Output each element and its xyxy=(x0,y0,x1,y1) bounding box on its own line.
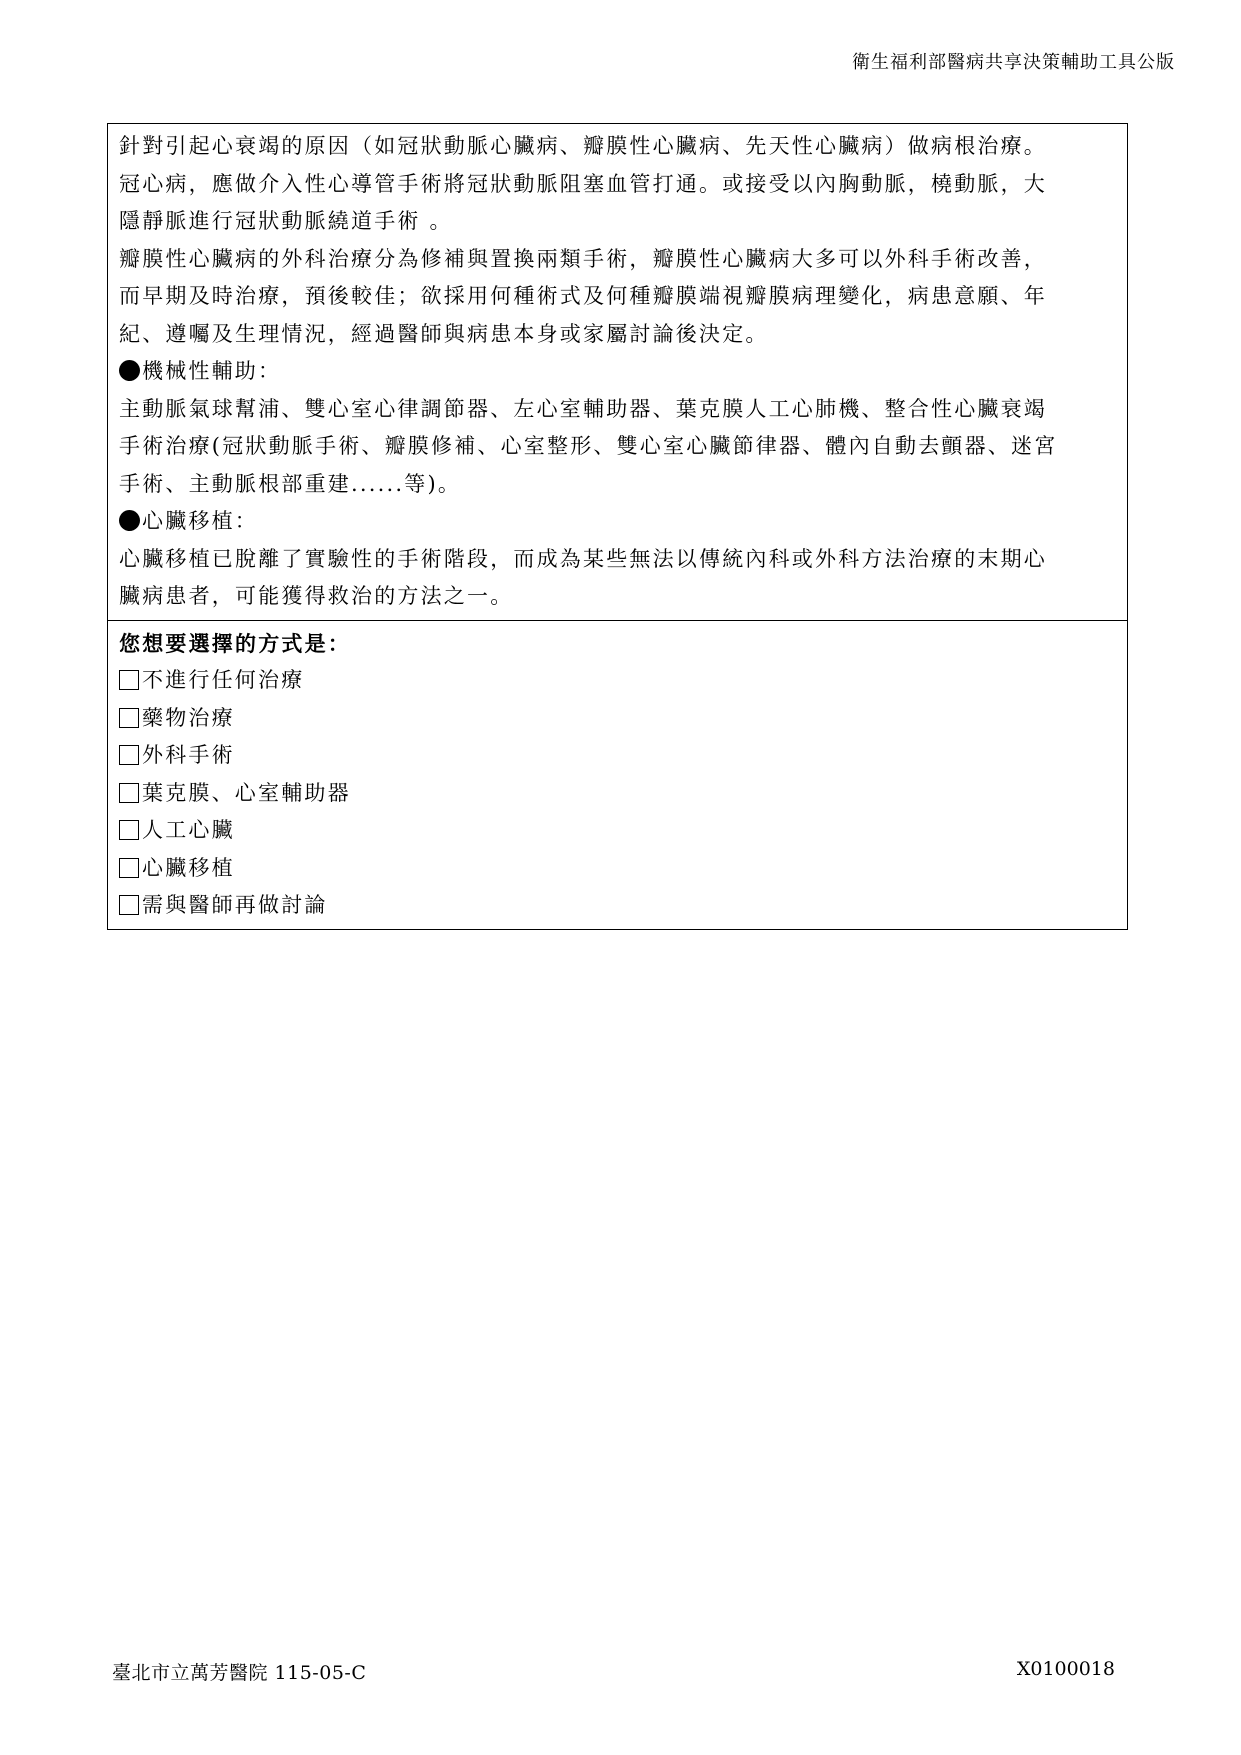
choice-question: 您想要選擇的方式是： xyxy=(119,630,351,656)
description-line: 隱靜脈進行冠狀動脈繞道手術 。 xyxy=(119,209,453,233)
description-line: 而早期及時治療，預後較佳；欲採用何種術式及何種瓣膜端視瓣膜病理變化，病患意願、年 xyxy=(119,284,1047,308)
page-header-title: 衛生福利部醫病共享決策輔助工具公版 xyxy=(852,52,1175,73)
heart-transplant-heading xyxy=(119,503,1117,541)
option-label: 外科手術 xyxy=(142,743,235,767)
footer-hospital-code: 臺北市立萬芳醫院 115-05-C xyxy=(112,1662,367,1684)
content-table xyxy=(107,123,1128,930)
mechanical-support-line: 手術、主動脈根部重建......等)。 xyxy=(119,471,462,496)
mechanical-support-heading xyxy=(119,353,1117,391)
option-label: 不進行任何治療 xyxy=(142,668,305,692)
choice-cell xyxy=(108,620,1127,929)
option-artificial-heart[interactable] xyxy=(119,812,1117,850)
option-discuss-with-doctor[interactable] xyxy=(119,887,1117,925)
description-line: 針對引起心衰竭的原因（如冠狀動脈心臟病、瓣膜性心臟病、先天性心臟病）做病根治療。 xyxy=(119,134,1047,158)
treatment-description-cell xyxy=(108,124,1127,620)
checkbox-icon[interactable] xyxy=(119,670,139,690)
checkbox-icon[interactable] xyxy=(119,783,139,803)
footer-document-id: X0100018 xyxy=(1016,1658,1115,1680)
option-label: 人工心臟 xyxy=(142,818,235,842)
option-heart-transplant[interactable] xyxy=(119,850,1117,888)
option-label: 藥物治療 xyxy=(142,705,235,730)
mechanical-support-line: 手術治療(冠狀動脈手術、瓣膜修補、心室整形、雙心室心臟節律器、體內自動去顫器、迷宮 xyxy=(119,434,1058,458)
option-label: 心臟移植 xyxy=(142,855,235,880)
option-label: 葉克膜、心室輔助器 xyxy=(142,780,351,805)
heart-transplant-heading-text: 心臟移植： xyxy=(142,509,258,533)
mechanical-support-line: 主動脈氣球幫浦、雙心室心律調節器、左心室輔助器、葉克膜人工心肺機、整合性心臟衰竭 xyxy=(119,396,1047,421)
option-no-treatment[interactable] xyxy=(119,662,1117,700)
checkbox-icon[interactable] xyxy=(119,745,139,765)
heart-transplant-line: 心臟移植已脫離了實驗性的手術階段，而成為某些無法以傳統內科或外科方法治療的末期心 xyxy=(119,546,1047,571)
option-surgery[interactable] xyxy=(119,737,1117,775)
checkbox-icon[interactable] xyxy=(119,708,139,728)
checkbox-icon[interactable] xyxy=(119,820,139,840)
bullet-icon xyxy=(119,360,140,381)
description-line: 紀、遵囑及生理情況，經過醫師與病患本身或家屬討論後決定。 xyxy=(119,321,769,346)
option-medication[interactable] xyxy=(119,700,1117,738)
checkbox-icon[interactable] xyxy=(119,858,139,878)
checkbox-icon[interactable] xyxy=(119,895,139,915)
description-line: 瓣膜性心臟病的外科治療分為修補與置換兩類手術，瓣膜性心臟病大多可以外科手術改善， xyxy=(119,246,1047,271)
option-ecmo-vad[interactable] xyxy=(119,775,1117,813)
heart-transplant-line: 臟病患者，可能獲得救治的方法之一。 xyxy=(119,584,514,608)
description-line: 冠心病，應做介入性心導管手術將冠狀動脈阻塞血管打通。或接受以內胸動脈，橈動脈，大 xyxy=(119,171,1047,196)
option-label: 需與醫師再做討論 xyxy=(142,893,328,917)
bullet-icon xyxy=(119,510,140,531)
mechanical-support-heading-text: 機械性輔助： xyxy=(142,359,282,383)
